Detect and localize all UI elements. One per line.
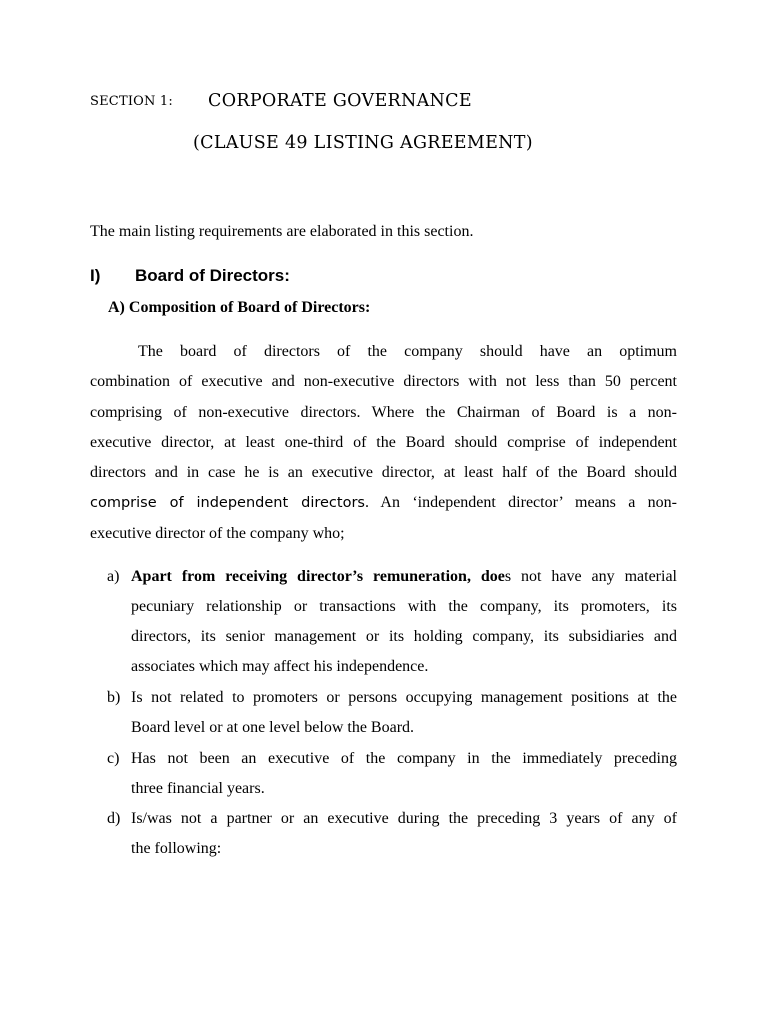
list-marker: a) bbox=[107, 568, 120, 585]
list-item-body bbox=[131, 744, 677, 804]
list-line: the following: bbox=[131, 840, 222, 857]
paragraph-line: executive director, at least one-third of the Board should comprise of independent bbox=[90, 433, 677, 451]
list-line: three financial years. bbox=[131, 780, 265, 797]
document-subtitle: (CLAUSE 49 LISTING AGREEMENT) bbox=[193, 133, 533, 153]
paragraph-line: The board of directors of the company should have an optimum bbox=[138, 343, 677, 360]
list-line: Board level or at one level below the Board. bbox=[131, 719, 415, 736]
list-line: Has not been an executive of the company in the immediately preceding bbox=[131, 750, 677, 767]
list-line: Is/was not a partner or an executive during the preceding 3 years of any of bbox=[131, 810, 677, 827]
list-line: directors, its senior management or its holding company, its subsidiaries and bbox=[131, 628, 677, 645]
paragraph-line: executive director of the company who; bbox=[90, 524, 345, 542]
list-marker: d) bbox=[107, 810, 121, 827]
paragraph-line: comprising of non-executive directors. Where the Chairman of Board is a non- bbox=[90, 403, 677, 421]
list-item-body bbox=[131, 683, 677, 743]
paragraph-line: directors and in case he is an executive director, at least half of the Board should bbox=[90, 464, 677, 482]
intro-text: The main listing requirements are elaborated in this section. bbox=[90, 223, 474, 240]
list-line: associates which may affect his independence. bbox=[131, 658, 429, 675]
list-line bbox=[131, 562, 677, 592]
paragraph-line: combination of executive and non-executive directors with not less than 50 percent bbox=[90, 373, 677, 391]
paragraph-fragment: . An ‘independent director’ means a non- bbox=[364, 494, 677, 512]
heading-text: Board of Directors: bbox=[135, 266, 290, 285]
list-marker: c) bbox=[107, 750, 120, 767]
list-item-body bbox=[131, 562, 677, 682]
paragraph-sans-fragment: comprise of independent directors bbox=[90, 495, 365, 512]
list-item-body bbox=[131, 804, 677, 864]
list-line: Is not related to promoters or persons occupying management positions at the bbox=[131, 689, 677, 706]
list-bold-fragment: Apart from receiving director’s remuneration, doe bbox=[131, 568, 505, 585]
list-marker: b) bbox=[107, 689, 121, 706]
heading-number: I) bbox=[90, 266, 101, 285]
list-fragment: s not have any material bbox=[504, 568, 677, 585]
paragraph-line bbox=[90, 488, 677, 518]
section-label: SECTION 1: bbox=[90, 94, 173, 109]
subheading-composition: A) Composition of Board of Directors: bbox=[108, 299, 371, 316]
document-title: CORPORATE GOVERNANCE bbox=[208, 91, 472, 111]
composition-paragraph bbox=[90, 337, 677, 549]
list-line: pecuniary relationship or transactions with the company, its promoters, its bbox=[131, 598, 677, 615]
